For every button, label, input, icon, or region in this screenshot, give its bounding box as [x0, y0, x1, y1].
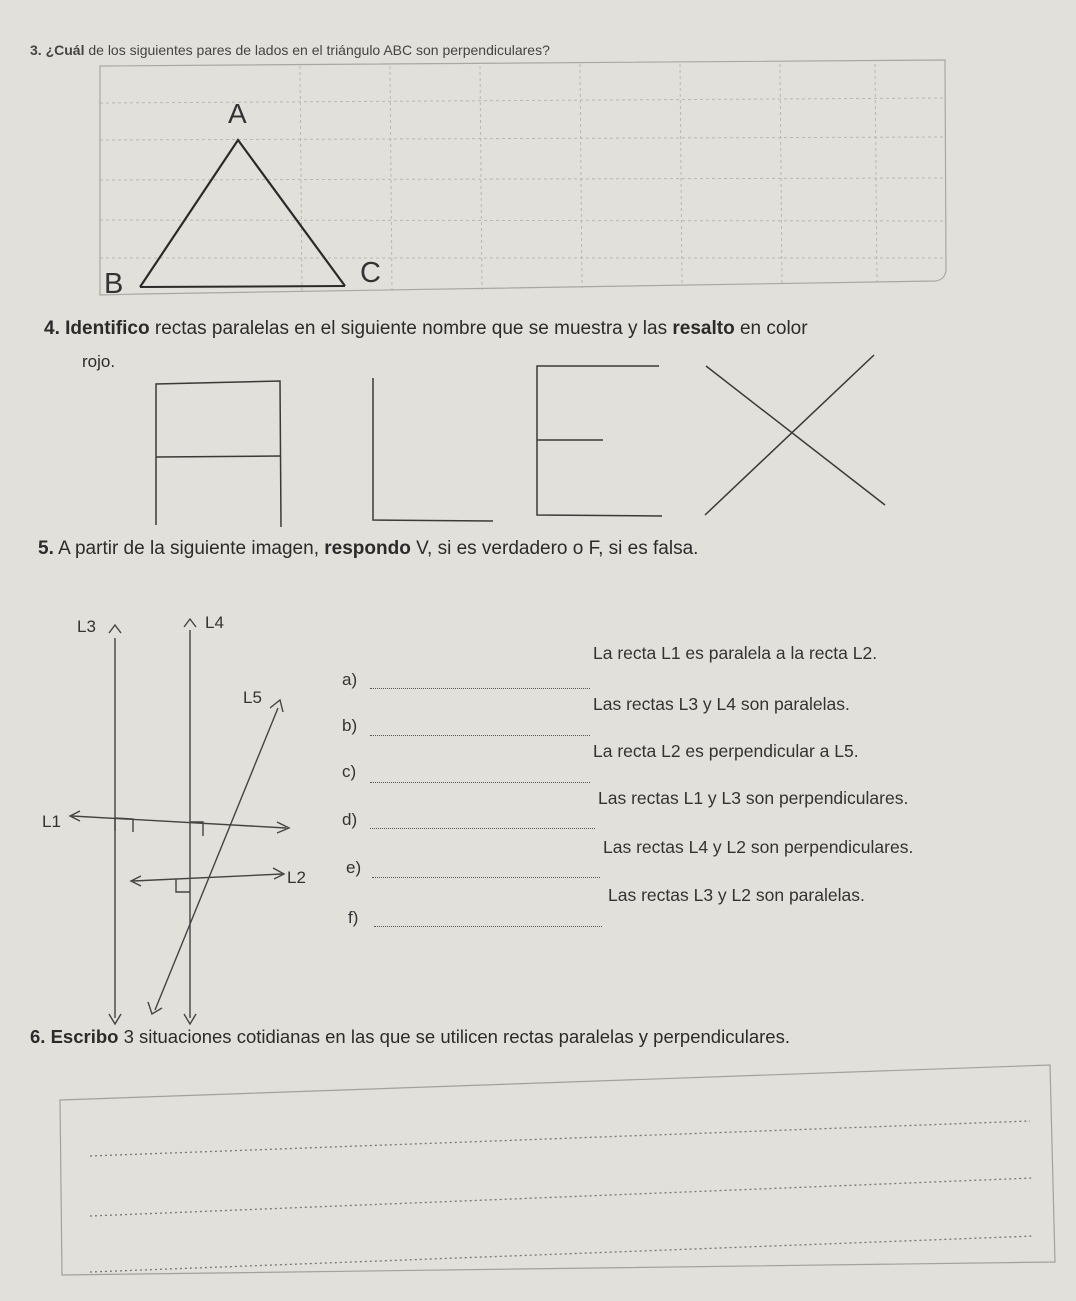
answer-blank-c[interactable]: [370, 782, 590, 783]
item-letter: d): [342, 810, 358, 829]
answer-box: [60, 1065, 1055, 1275]
question-4-line-2: rojo.: [82, 352, 116, 371]
label-l2: L2: [287, 868, 306, 887]
question-3-text: de los siguientes pares de lados en el triángulo ABC son perpendiculares?: [84, 42, 550, 58]
item-statement: Las rectas L4 y L2 son perpendiculares.: [603, 837, 914, 857]
answer-blank-f[interactable]: [374, 926, 602, 927]
triangle-base-bc: [140, 286, 345, 287]
answer-blank-d[interactable]: [370, 828, 595, 829]
letter-e: [537, 366, 662, 516]
vertex-label-c: C: [360, 257, 381, 289]
letter-l: [373, 378, 493, 521]
right-angle-mark-l2-l3: [176, 879, 190, 892]
item-letter: a): [342, 670, 358, 689]
vertex-label-a: A: [228, 98, 247, 129]
answer-blank-a[interactable]: [370, 688, 590, 689]
item-statement: La recta L2 es perpendicular a L5.: [593, 741, 859, 761]
right-angle-mark-l1-l4: [190, 822, 203, 836]
question-4-text-1: rectas paralelas en el siguiente nombre que se muestra y las: [149, 318, 673, 339]
letter-a: [156, 381, 281, 527]
item-statement: Las rectas L3 y L2 son paralelas.: [608, 885, 865, 905]
answer-lines: [90, 1121, 1034, 1272]
lines-figure: [70, 619, 289, 1024]
question-4-verb-2: resalto: [672, 318, 735, 339]
item-statement: Las rectas L3 y L4 son paralelas.: [593, 694, 850, 714]
item-letter: e): [346, 858, 362, 877]
label-l3: L3: [77, 617, 96, 636]
vertex-label-b: B: [104, 268, 124, 300]
question-4-number: 4.: [44, 318, 60, 339]
question-6-text: 3 situaciones cotidianas en las que se utilicen rectas paralelas y perpendiculares.: [118, 1026, 790, 1047]
question-4: [44, 318, 808, 340]
question-3-number: 3.: [30, 42, 42, 58]
item-statement: Las rectas L1 y L3 son perpendiculares.: [598, 788, 909, 808]
item-letter: f): [348, 908, 359, 927]
answer-line-3: [90, 1236, 1034, 1272]
item-letter: c): [342, 762, 357, 781]
item-statement: La recta L1 es paralela a la recta L2.: [593, 643, 878, 663]
question-5-text-2: V, si es verdadero o F, si es falsa.: [410, 538, 699, 559]
letters-alex: [156, 355, 885, 527]
letter-x-line-1: [706, 366, 885, 505]
answer-line-1: [90, 1121, 1030, 1156]
question-6-number: 6.: [30, 1026, 46, 1047]
right-angle-mark-l1-l3: [115, 818, 133, 832]
triangle-abc: [140, 140, 345, 287]
line-l5: [155, 708, 278, 1010]
question-6: [30, 1026, 790, 1048]
question-4-text-2: en color: [734, 318, 808, 339]
question-6-verb: Escribo: [50, 1026, 119, 1047]
label-l5: L5: [243, 688, 262, 707]
question-3-verb: ¿Cuál: [45, 42, 85, 58]
item-letter: b): [342, 716, 358, 735]
answer-blank-e[interactable]: [372, 877, 600, 878]
label-l4: L4: [205, 613, 224, 632]
answer-blank-b[interactable]: [370, 735, 590, 736]
letter-x-line-2: [705, 355, 874, 515]
answer-line-2: [90, 1178, 1032, 1216]
line-l1: [72, 816, 286, 828]
question-4-verb: Identifico: [65, 318, 150, 339]
question-5-number: 5.: [38, 538, 54, 559]
triangle-grid: [100, 64, 945, 292]
question-5: [38, 538, 698, 560]
label-l1: L1: [42, 812, 61, 831]
triangle-grid-border: [100, 60, 946, 295]
letter-a-crossbar: [156, 456, 280, 457]
question-5-text-1: A partir de la siguiente imagen,: [53, 538, 325, 559]
question-5-verb: respondo: [324, 538, 411, 559]
